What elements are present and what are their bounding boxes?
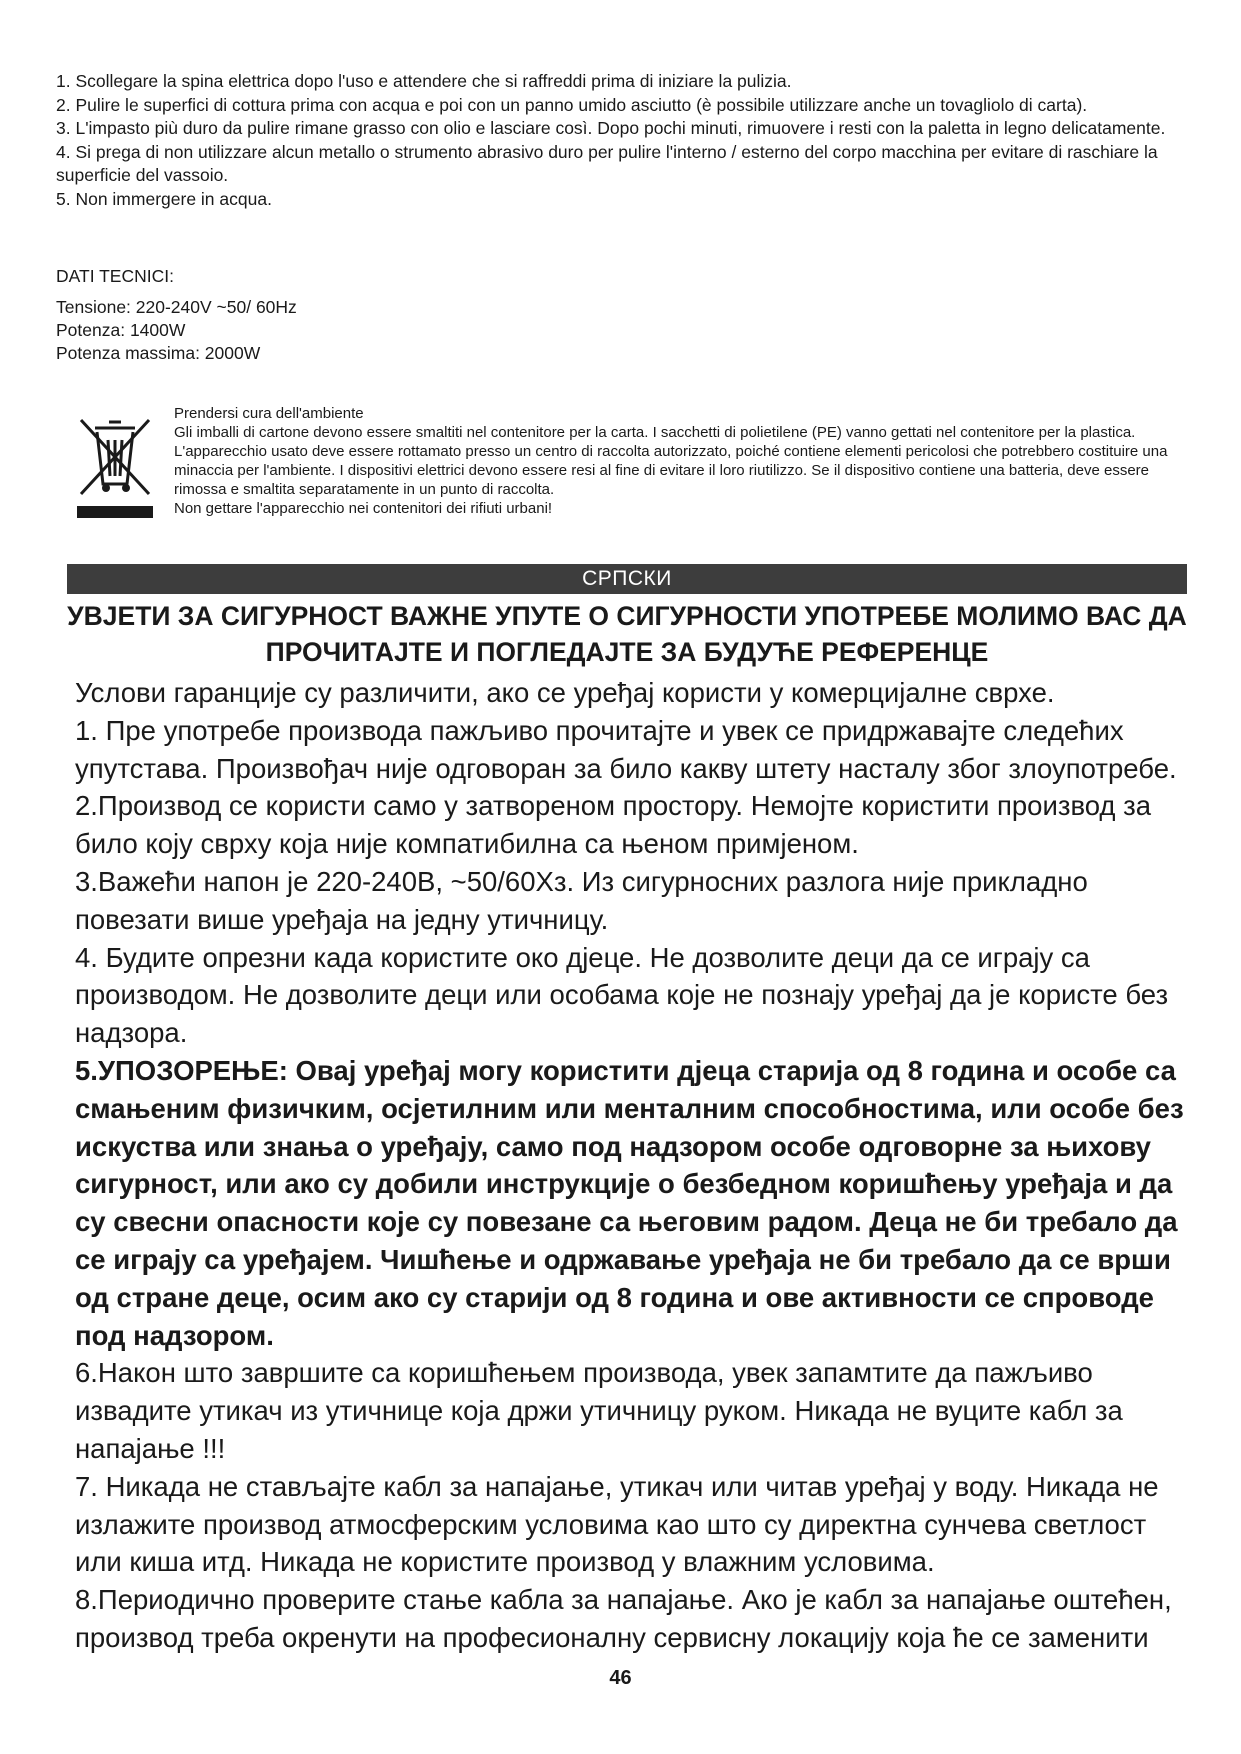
technical-data-row: Potenza: 1400W (56, 320, 186, 340)
list-item: 5. Non immergere in acqua. (56, 188, 272, 209)
italian-cleaning-list (56, 70, 1186, 211)
safety-item: 8.Периодично проверите стање кабла за напајање. Ако је кабл за напајање оштећен, производ треба окренути на професионалну сервисну локацију која ће се заменити (75, 1584, 1172, 1653)
safety-item: 4. Будите опрезни када користите око дјеце. Не дозволите деци да се играју са производом. Не дозволите деци или особама које не познају уређај да је користе без надзора. (75, 941, 1169, 1049)
list-item: 4. Si prega di non utilizzare alcun metallo o strumento abrasivo duro per pulire l'interno / esterno del corpo macchina per evitare di raschiare la superficie del vassoio. (56, 141, 1158, 185)
technical-data-heading: DATI TECNICI: (56, 266, 174, 286)
safety-item: 6.Након што завршите са коришћењем производа, увек запамтите да пажљиво извадите утикач из утичнице која држи утичницу руком. Никада не вуците кабл за напајање !!! (75, 1357, 1123, 1464)
section-title: УВЈЕТИ ЗА СИГУРНОСТ ВАЖНЕ УПУТЕ О СИГУРНОСТИ УПОТРЕБЕ МОЛИМО ВАС ДА ПРОЧИТАЈТЕ И ПОГЛЕДАЈТЕ ЗА БУДУЋЕ РЕФЕРЕНЦЕ (67, 601, 1187, 667)
list-item: 2. Pulire le superfici di cottura prima con acqua e poi con un panno umido asciutto (è possibile utilizzare anche un tovagliolo di carta). (56, 94, 1088, 115)
technical-data-row: Potenza massima: 2000W (56, 343, 261, 363)
environment-warning: Non gettare l'apparecchio nei contenitori dei rifiuti urbani! (174, 500, 553, 517)
environment-notice (174, 404, 1174, 518)
technical-data-row: Tensione: 220-240V ~50/ 60Hz (56, 297, 297, 317)
technical-data (56, 265, 656, 365)
intro-text: Услови гаранције су различити, ако се уређај користи у комерцијалне сврхе. (75, 677, 1055, 708)
safety-item: 1. Пре употребе производа пажљиво прочитајте и увек се придржавајте следећих упутстава. Произвођач није одговоран за било какву штету насталу због злоупотребе. (75, 714, 1177, 784)
serbian-body (75, 674, 1185, 1657)
page-number: 46 (609, 1667, 632, 1689)
safety-item: 2.Производ се користи само у затвореном простору. Немојте користити производ за било коју сврху која није компатибилна са њеном примјеном. (75, 790, 1152, 860)
warning-item: 5.УПОЗОРЕЊЕ: Овај уређај могу користити дјеца старија од 8 година и особе са смањеним физичким, осјетилним или менталним способностима, или особе без искуства или знања о уређају, само под надзором особе одговорне за њихову сигурност, или ако су добили инструкције о безбедном коришћењу уређаја и да су свесни опасности које су повезане са његовим радом. Деца не би требало да се играју са уређајем. Чишћење и одржавање уређаја не би требало да се врши од стране деце, осим ако су старији од 8 година и ове активности се спроводе под надзором. (75, 1054, 1184, 1351)
environment-text: Gli imballi di cartone devono essere smaltiti nel contenitore per la carta. I sacchetti di polietilene (PE) vanno gettati nel contenitore per la plastica. L'apparecchio usato deve essere rottamato presso un centro di raccolta autorizzato, poiché contiene elementi pericolosi che potrebbero costituire una minaccia per l'ambiente. I dispositivi elettrici devono essere resi al fine di evitare il loro riutilizzo. Se il dispositivo contiene una batteria, deve essere rimossa e smaltita separatamente in un punto di raccolta. (174, 424, 1168, 498)
safety-item: 7. Никада не стављајте кабл за напајање, утикач или читав уређај у воду. Никада не излажите производ атмосферским условима као што су директна сунчева светлост или киша итд. Никада не користите производ у влажним условима. (75, 1470, 1159, 1578)
list-item: 1. Scollegare la spina elettrica dopo l'uso e attendere che si raffreddi prima di iniziare la pulizia. (56, 71, 792, 91)
weee-crossed-bin-icon (75, 418, 155, 520)
safety-item: 3.Важећи напон је 220-240В, ~50/60Хз. Из сигурносних разлога није прикладно повезати више уређаја на једну утичницу. (75, 865, 1088, 935)
language-banner: СРПСКИ (67, 564, 1187, 594)
list-item: 3. L'impasto più duro da pulire rimane grasso con olio e lasciare così. Dopo pochi minuti, rimuovere i resti con la paletta in legno delicatamente. (56, 118, 1166, 138)
environment-heading: Prendersi cura dell'ambiente (174, 405, 364, 422)
